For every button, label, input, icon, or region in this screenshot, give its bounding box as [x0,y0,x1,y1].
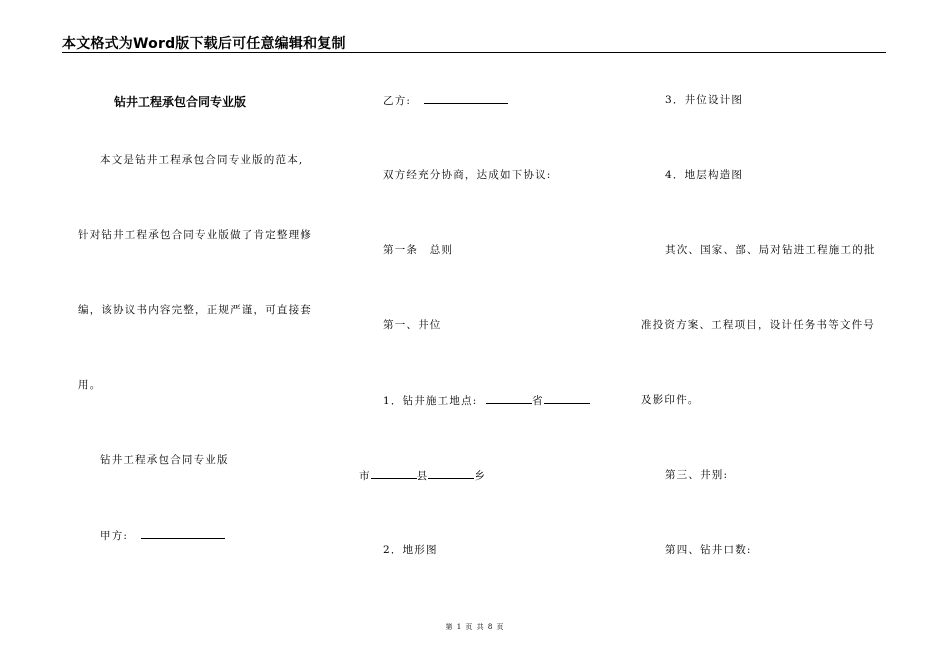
second-para-line-1: 其次、国家、部、局对钻进工程施工的批 [665,244,876,256]
fourth-well-count: 第四、钻井口数: [665,544,752,556]
item-4-strata-map: 4．地层构造图 [665,169,744,181]
header-title: 本文格式为Word版下载后可任意编辑和复制 [62,36,346,52]
article-1-heading: 第一条 总则 [383,244,454,256]
drilling-site-line [383,393,590,408]
intro-line-4: 用。 [78,379,102,391]
intro-line-2: 针对钻井工程承包合同专业版做了肯定整理修 [78,229,312,241]
intro-line-3: 编，该协议书内容完整，正规严谨，可直接套 [78,304,312,316]
party-a-label: 甲方: [100,530,129,542]
party-b-blank[interactable] [424,93,508,104]
item-1-well-location: 第一、井位 [383,319,442,331]
province-blank[interactable] [486,393,532,404]
header-divider [62,52,886,53]
county-blank[interactable] [428,468,474,479]
party-b-line [383,93,508,108]
agreement-statement: 双方经充分协商，达成如下协议: [383,169,552,181]
item-3-well-design: 3．井位设计图 [665,94,744,106]
city-blank[interactable] [371,468,417,479]
province-label: 省 [532,395,544,407]
contract-subtitle: 钻井工程承包合同专业版 [100,454,229,466]
second-para-line-3: 及影印件。 [641,394,700,406]
party-a-line [100,528,225,543]
document-title: 钻井工程承包合同专业版 [114,95,247,109]
trailing-blank[interactable] [544,393,590,404]
third-well-type: 第三、井别: [665,469,729,481]
page-number: 第 1 页 共 8 页 [445,623,505,631]
second-para-line-2: 准投资方案、工程项目，设计任务书等文件号 [641,319,875,331]
county-label: 县 [416,470,429,482]
item-2-topographic-map: 2．地形图 [383,544,438,556]
party-a-blank[interactable] [141,528,225,539]
intro-line-1: 本文是钻井工程承包合同专业版的范本, [100,154,304,166]
party-b-label: 乙方: [383,95,412,107]
drilling-site-label: 1．钻井施工地点: [383,395,478,407]
city-label: 市 [359,470,371,482]
town-label: 乡 [474,470,487,482]
city-county-line [359,468,486,483]
